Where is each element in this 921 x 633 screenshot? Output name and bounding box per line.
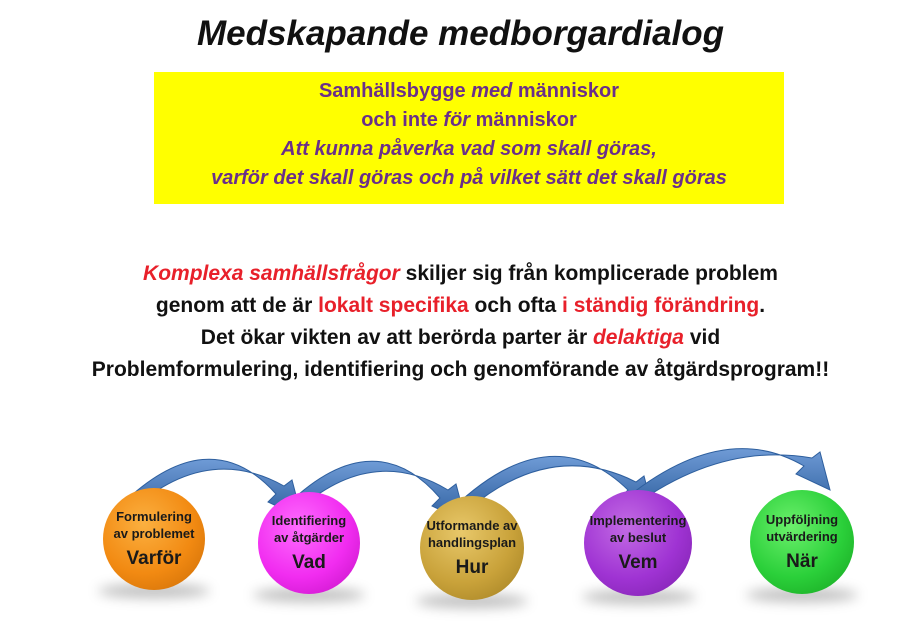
statement-segment: Det ökar vikten av att berörda parter är xyxy=(200,326,593,349)
definition-emphasis: Att kunna påverka vad som skall göras, xyxy=(281,138,657,160)
step-label: Formulering xyxy=(116,509,192,524)
step-label: av åtgärder xyxy=(273,530,345,545)
step-label: av beslut xyxy=(609,530,667,545)
page-title: Medskapande medborgardialog xyxy=(196,14,725,53)
step-circle-identifiering xyxy=(258,492,360,594)
step-label: Identifiering xyxy=(271,513,347,528)
statement-segment: . xyxy=(759,294,766,317)
definition-text: Samhällsbygge xyxy=(318,80,472,102)
highlight-red: Komplexa samhällsfrågor xyxy=(143,262,400,285)
statement-segment: och ofta xyxy=(468,294,563,317)
definition-text: och inte xyxy=(361,109,444,131)
highlight-red: delaktiga xyxy=(592,326,684,349)
definition-text: människor xyxy=(470,109,577,131)
step-label: utvärdering xyxy=(766,529,838,544)
step-circle-utformande xyxy=(420,496,524,600)
step-label: handlingsplan xyxy=(427,535,517,550)
statement-segment: vid xyxy=(684,326,721,349)
step-circle-implementering xyxy=(584,490,692,596)
step-question: När xyxy=(786,551,818,572)
step-question: Hur xyxy=(455,557,489,578)
definition-emphasis: med xyxy=(471,80,513,102)
step-question: Vad xyxy=(292,552,326,573)
step-question: Varför xyxy=(126,548,182,569)
definition-emphasis: för xyxy=(443,109,471,131)
step-label: Implementering xyxy=(589,513,687,528)
step-question: Vem xyxy=(618,552,658,573)
statement-segment: Problemformulering, identifiering och genomförande av åtgärdsprogram!! xyxy=(91,358,830,381)
step-label: Uppföljning xyxy=(765,512,839,527)
step-circle-uppfoljning xyxy=(750,490,854,594)
step-label: Utformande av xyxy=(426,518,518,533)
step-label: av problemet xyxy=(113,526,195,541)
statement-segment: skiljer sig från komplicerade problem xyxy=(399,262,778,285)
highlight-red: i ständig förändring xyxy=(562,294,760,317)
statement-segment: genom att de är xyxy=(155,294,319,317)
highlight-red: lokalt specifika xyxy=(318,294,469,317)
step-circle-formulering xyxy=(103,488,205,590)
definition-emphasis: varför det skall göras och på vilket sätt det skall göras xyxy=(211,167,727,189)
definition-text: människor xyxy=(512,80,620,102)
